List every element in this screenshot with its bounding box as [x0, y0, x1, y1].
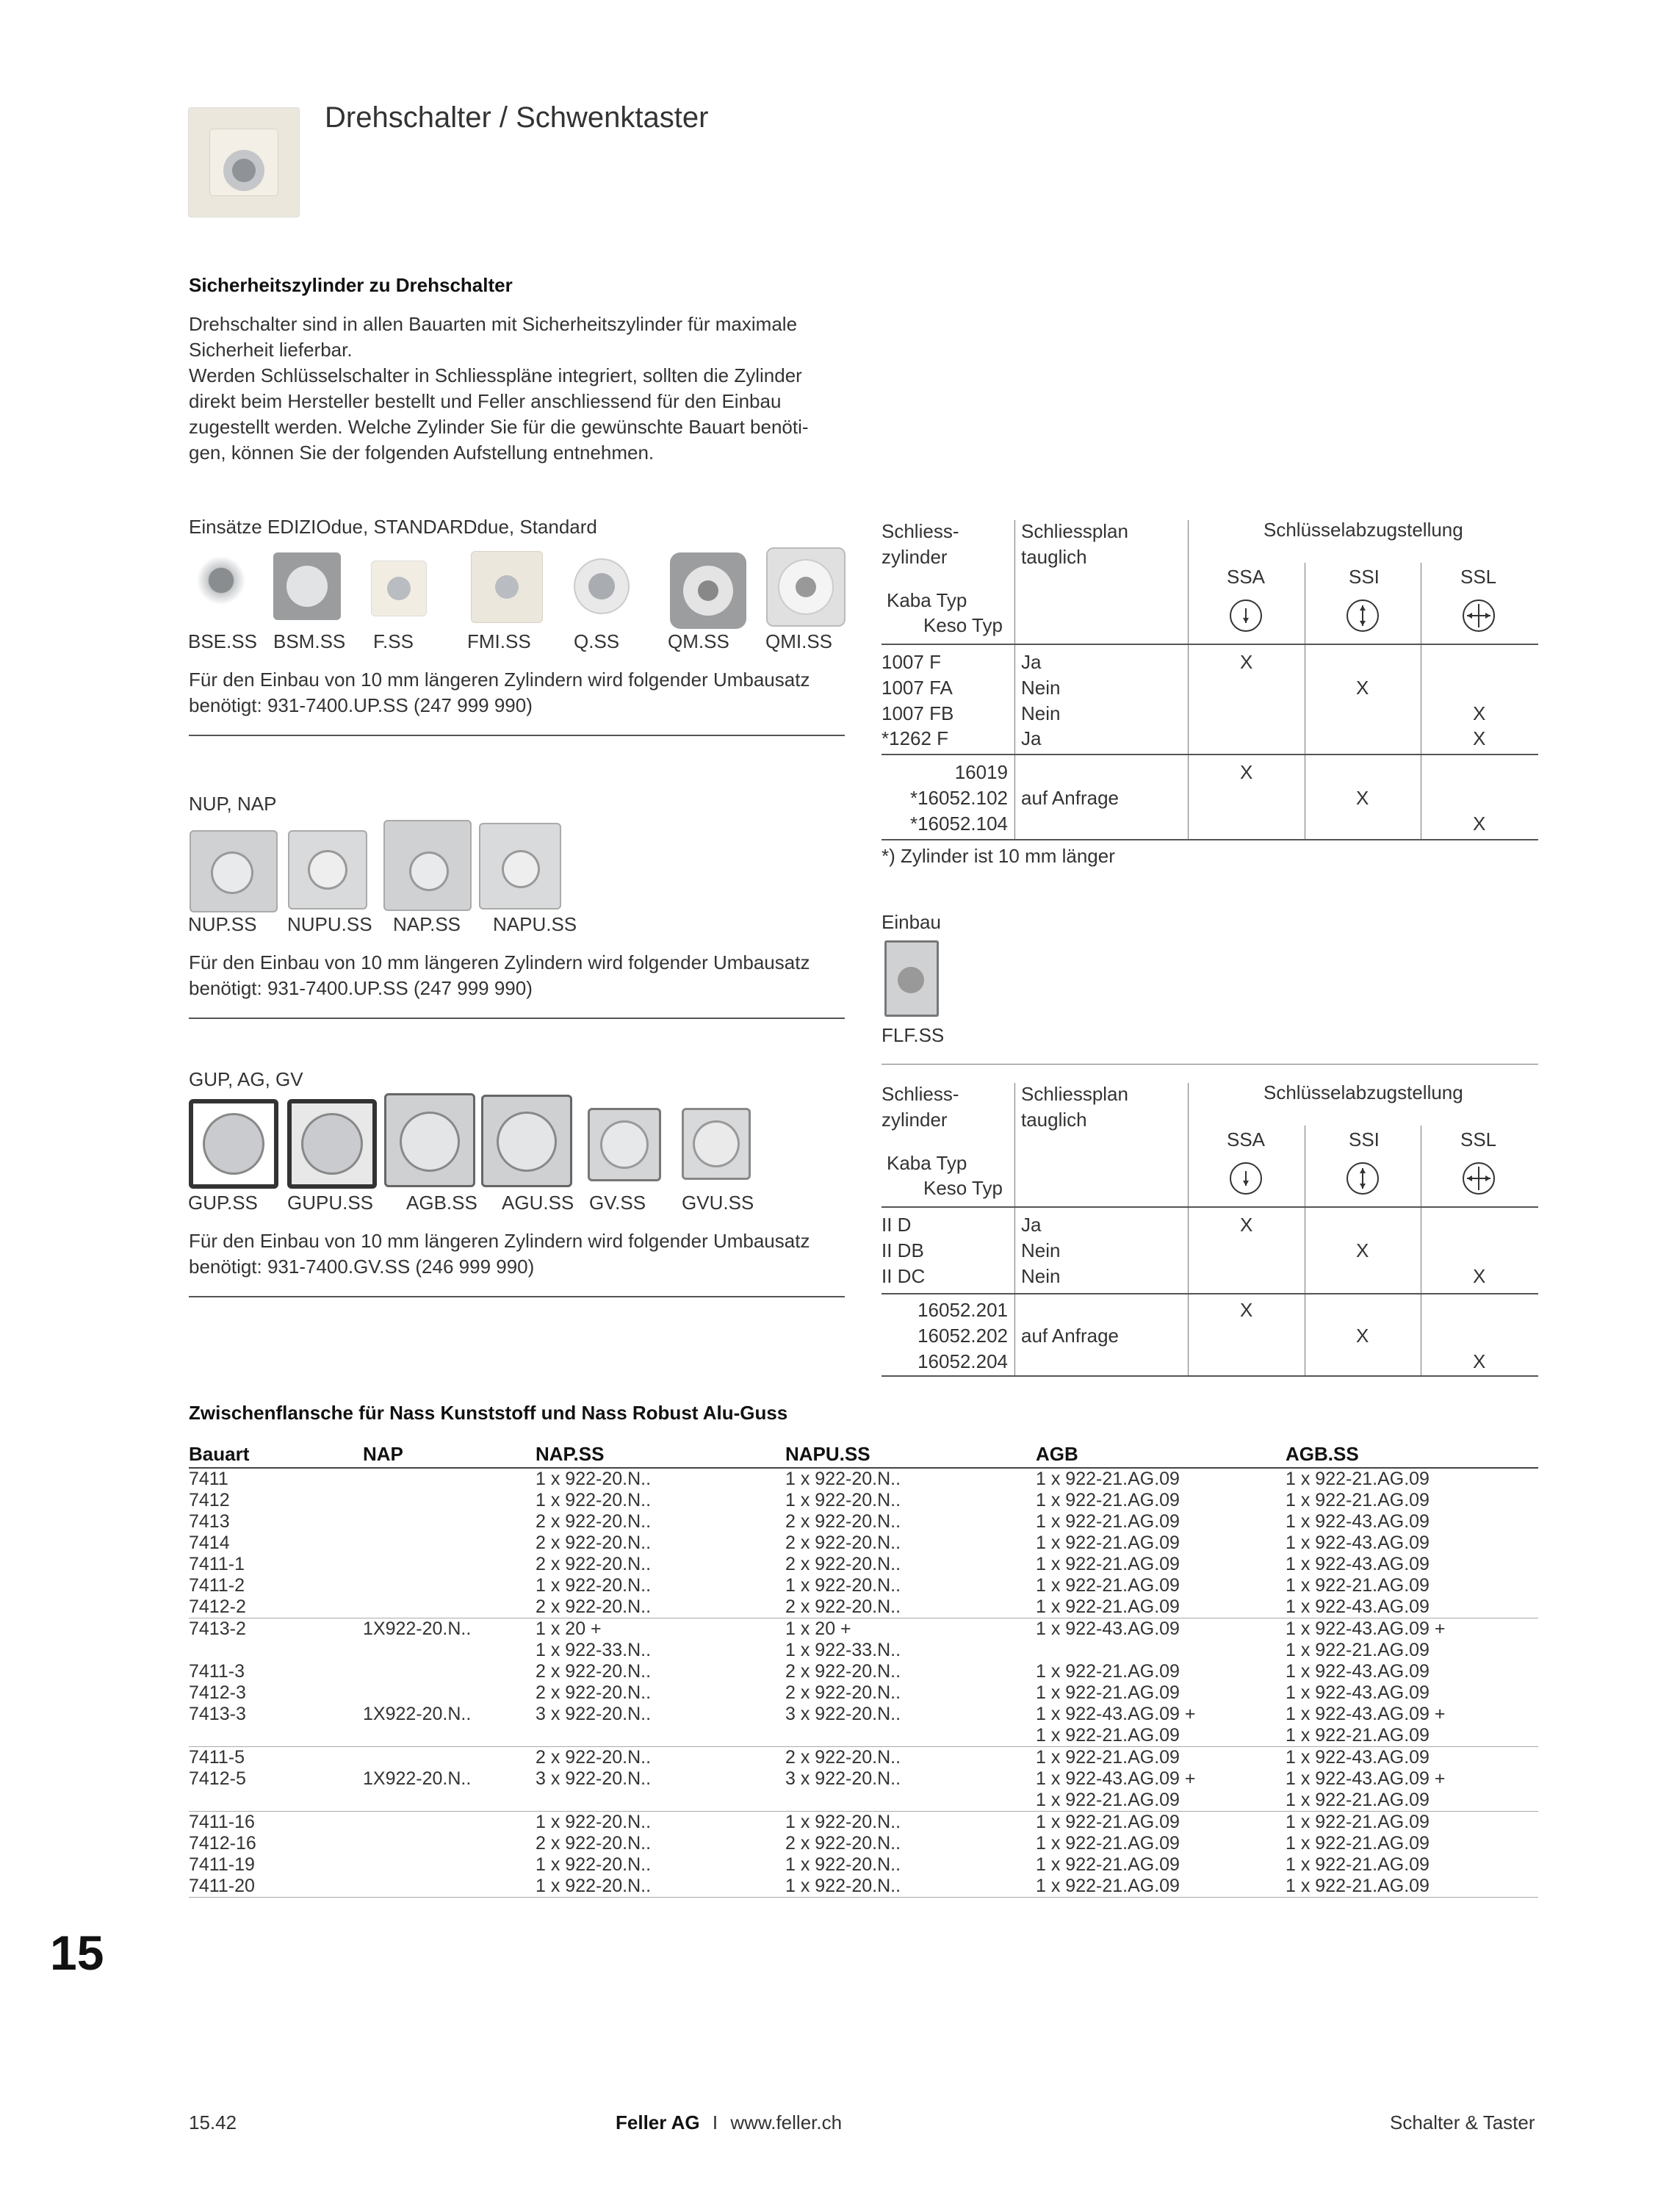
- product-photo: [481, 1095, 572, 1187]
- table-cell: 3 x 922-20.N..: [536, 1704, 785, 1747]
- table-cell: [363, 1596, 536, 1618]
- table-cell: 2 x 922-20.N..: [785, 1682, 901, 1703]
- product-label: FMI.SS: [467, 630, 531, 652]
- table-cell: 1 x 922-20.N..: [785, 1876, 1036, 1898]
- table-cell: 1 x 922-21.AG.09: [1036, 1596, 1286, 1618]
- table-cell: 7413: [189, 1511, 230, 1532]
- product-photo: [670, 552, 746, 629]
- product-label: AGU.SS: [502, 1192, 574, 1214]
- table-row: [189, 1596, 1538, 1618]
- table-cell: 1 x 922-20.N..: [536, 1469, 652, 1489]
- table-cell: 2 x 922-20.N..: [536, 1596, 785, 1618]
- table-cell: 7412-5: [189, 1768, 363, 1812]
- product-photo: [189, 1099, 278, 1189]
- table-cell: 1 x 922-43.AG.09: [1286, 1511, 1430, 1532]
- table-cell: 2 x 922-20.N..: [536, 1747, 652, 1768]
- table-cell: [363, 1812, 536, 1834]
- product-photo: [682, 1108, 751, 1180]
- intro-heading: Sicherheitszylinder zu Drehschalter: [189, 274, 513, 296]
- table-row: [189, 1833, 1538, 1854]
- table-cell: 7411-1: [189, 1554, 245, 1574]
- product-photo: [371, 561, 427, 616]
- table-cell: 1 x 922-43.AG.09: [1286, 1596, 1538, 1618]
- table-cell: [363, 1833, 536, 1854]
- table-cell: [363, 1876, 536, 1898]
- einbau-title: Einbau: [882, 911, 941, 933]
- table-cell: 1 x 922-20.N..: [536, 1575, 652, 1596]
- table-cell: 2 x 922-20.N..: [785, 1554, 901, 1574]
- product-photo-header: [188, 107, 300, 217]
- table-cell: 2 x 922-20.N..: [536, 1554, 652, 1574]
- product-photo: [190, 555, 253, 606]
- table-cell: 7412: [189, 1490, 230, 1510]
- table-cell: 7411-20: [189, 1876, 363, 1898]
- table-cell: 2 x 922-20.N..: [785, 1511, 901, 1532]
- table-cell: 1 x 922-20.N..: [785, 1575, 901, 1596]
- footnote: *) Zylinder ist 10 mm länger: [882, 845, 1115, 867]
- table-cell: 7411-2: [189, 1575, 245, 1596]
- table-cell: 7412-2: [189, 1596, 363, 1618]
- column-header: NAP: [363, 1443, 536, 1468]
- table-row: [189, 1554, 1538, 1575]
- table-row: [189, 1533, 1538, 1554]
- divider: [189, 1018, 845, 1019]
- table-cell: [363, 1490, 536, 1511]
- group-note: Für den Einbau von 10 mm längeren Zylindern wird folgender Umbausatz benötigt: 931-7400.UP.SS (247 999 990): [189, 951, 810, 999]
- table-cell: 1 x 922-21.AG.09: [1036, 1490, 1180, 1510]
- group-note: Für den Einbau von 10 mm längeren Zylindern wird folgender Umbausatz benötigt: 931-7400.UP.SS (247 999 990): [189, 669, 810, 716]
- table-cell: 1 x 922-20.N..: [785, 1490, 901, 1510]
- table-cell: [363, 1575, 536, 1596]
- table-cell: 7412-16: [189, 1833, 256, 1854]
- table-cell: 1 x 922-21.AG.09: [1036, 1833, 1180, 1854]
- table-cell: 1 x 20 + 1 x 922-33.N..: [536, 1618, 652, 1660]
- table-cell: 1 x 922-43.AG.09: [1286, 1682, 1430, 1703]
- table-cell: 1 x 922-43.AG.09: [1286, 1747, 1430, 1768]
- column-header: AGB.SS: [1286, 1443, 1538, 1468]
- column-header: Bauart: [189, 1443, 363, 1468]
- table-cell: 1 x 922-21.AG.09: [1036, 1661, 1180, 1682]
- table-cell: 1 x 922-43.AG.09: [1286, 1533, 1430, 1553]
- product-photo: [383, 820, 472, 911]
- table-cell: 7413-3: [189, 1704, 363, 1747]
- intro-text: Drehschalter sind in allen Bauarten mit Sicherheitszylinder für maximale Sicherheit lieferbar. Werden Schlüsselschalter in Schliesspläne integriert, sollten die Zylinder direkt beim Hersteller bestellt und Feller anschliessend für den Einbau zugestellt werden. Welche Zylinder Sie für die gewünschte Bauart benöti- gen, können Sie der folgenden Aufstellung entnehmen.: [189, 313, 809, 464]
- table-cell: 7412-3: [189, 1682, 246, 1703]
- table-cell: 1 x 922-20.N..: [785, 1469, 901, 1489]
- product-label: BSE.SS: [188, 630, 257, 652]
- product-label: AGB.SS: [406, 1192, 477, 1214]
- table-cell: 1 x 922-21.AG.09: [1036, 1575, 1180, 1596]
- table-cell: 1 x 922-21.AG.09: [1036, 1854, 1180, 1875]
- table-cell: 7414: [189, 1533, 230, 1553]
- table-cell: 1 x 922-21.AG.09: [1036, 1747, 1180, 1768]
- table-cell: 2 x 922-20.N..: [785, 1661, 901, 1682]
- table-cell: 1 x 922-43.AG.09: [1286, 1661, 1430, 1682]
- product-label: NUPU.SS: [287, 913, 372, 935]
- table-cell: 2 x 922-20.N..: [785, 1833, 901, 1854]
- table-cell: 1 x 922-21.AG.09: [1036, 1469, 1180, 1489]
- column-header: AGB: [1036, 1443, 1286, 1468]
- table-cell: 1 x 922-21.AG.09: [1286, 1833, 1430, 1854]
- table-cell: [363, 1468, 536, 1490]
- footer-url[interactable]: www.feller.ch: [730, 2111, 843, 2133]
- table-cell: [363, 1554, 536, 1575]
- table-cell: 2 x 922-20.N..: [785, 1533, 901, 1553]
- chapter-number: 15: [50, 1926, 104, 1980]
- product-photo: [574, 558, 630, 614]
- footer-section: Schalter & Taster: [1390, 2111, 1535, 2133]
- product-photo: [884, 940, 939, 1017]
- table-cell: 7413-2: [189, 1618, 246, 1639]
- table-row: [189, 1468, 1538, 1490]
- group-title: Einsätze EDIZIOdue, STANDARDdue, Standard: [189, 516, 597, 538]
- group-title: NUP, NAP: [189, 793, 277, 815]
- column-header: NAP.SS: [536, 1443, 785, 1468]
- table-cell: 7411: [189, 1469, 228, 1489]
- table-cell: 1 x 922-43.AG.09 + 1 x 922-21.AG.09: [1286, 1618, 1446, 1660]
- product-label: GVU.SS: [682, 1192, 754, 1214]
- product-photo: [479, 823, 561, 910]
- footer-page-number: 15.42: [189, 2111, 237, 2133]
- product-label: NAP.SS: [393, 913, 461, 935]
- table-cell: 1 x 922-43.AG.09 + 1 x 922-21.AG.09: [1286, 1768, 1538, 1812]
- table-cell: 7411-19: [189, 1854, 255, 1875]
- table-cell: [363, 1661, 536, 1682]
- table-row: [189, 1661, 1538, 1682]
- table-cell: 1 x 922-21.AG.09: [1286, 1490, 1430, 1510]
- ssa-symbol-icon: [1228, 1161, 1263, 1196]
- table-cell: 1 x 922-20.N..: [536, 1490, 652, 1510]
- table-cell: 1X922-20.N..: [363, 1704, 536, 1747]
- footer-company: Feller AG I www.feller.ch: [616, 2111, 843, 2133]
- product-photo: [273, 552, 341, 620]
- table-cell: 1 x 922-21.AG.09: [1286, 1575, 1430, 1596]
- table-cell: 1 x 922-21.AG.09: [1036, 1812, 1180, 1832]
- table-cell: [363, 1747, 536, 1769]
- table-cell: 1 x 922-21.AG.09: [1036, 1682, 1180, 1703]
- table-row: [189, 1511, 1538, 1533]
- table-cell: 2 x 922-20.N..: [785, 1747, 901, 1768]
- product-label: QMI.SS: [765, 630, 833, 652]
- table-cell: 1 x 922-20.N..: [536, 1812, 652, 1832]
- table-row: [189, 1812, 1538, 1834]
- ssl-symbol-icon: [1461, 1161, 1496, 1196]
- table-row: [189, 1854, 1538, 1876]
- product-photo: [588, 1108, 661, 1181]
- product-label: QM.SS: [668, 630, 729, 652]
- ssl-symbol-icon: [1461, 598, 1496, 633]
- product-photo: [287, 1099, 377, 1189]
- divider: [189, 1296, 845, 1297]
- table-cell: 3 x 922-20.N..: [785, 1768, 1036, 1812]
- table-row: [189, 1876, 1538, 1898]
- product-photo: [384, 1093, 475, 1187]
- table-cell: 2 x 922-20.N..: [785, 1596, 1036, 1618]
- product-label: FLF.SS: [882, 1024, 945, 1046]
- table-cell: [363, 1854, 536, 1876]
- table-cell: 3 x 922-20.N..: [536, 1768, 785, 1812]
- product-label: BSM.SS: [273, 630, 346, 652]
- page-title: Drehschalter / Schwenktaster: [325, 101, 709, 134]
- table-cell: 1 x 922-21.AG.09: [1286, 1469, 1430, 1489]
- table-cell: 1 x 922-43.AG.09 + 1 x 922-21.AG.09: [1036, 1704, 1286, 1747]
- product-photo: [288, 830, 367, 910]
- product-label: GUP.SS: [188, 1192, 258, 1214]
- product-label: F.SS: [373, 630, 414, 652]
- table-cell: 7411-5: [189, 1747, 245, 1768]
- table-cell: 2 x 922-20.N..: [536, 1511, 652, 1532]
- table-cell: 1 x 20 + 1 x 922-33.N..: [785, 1618, 901, 1660]
- table-cell: 1 x 922-43.AG.09: [1286, 1554, 1430, 1574]
- table-cell: 1 x 922-21.AG.09: [1286, 1812, 1430, 1832]
- product-label: NAPU.SS: [493, 913, 577, 935]
- table-cell: 1 x 922-21.AG.09: [1036, 1533, 1180, 1553]
- table-cell: 7411-3: [189, 1661, 245, 1682]
- table-cell: 1X922-20.N..: [363, 1618, 472, 1639]
- ssi-symbol-icon: [1345, 1161, 1380, 1196]
- product-photo: [471, 551, 543, 623]
- table-row: [189, 1682, 1538, 1704]
- table-row: [189, 1618, 1538, 1662]
- group-note: Für den Einbau von 10 mm längeren Zylindern wird folgender Umbausatz benötigt: 931-7400.GV.SS (246 999 990): [189, 1230, 810, 1278]
- table-cell: 1X922-20.N..: [363, 1768, 536, 1812]
- table-cell: [363, 1682, 536, 1704]
- table-cell: 1 x 922-21.AG.09: [1286, 1854, 1430, 1875]
- divider: [882, 1064, 1538, 1065]
- table-cell: 3 x 922-20.N..: [785, 1704, 1036, 1747]
- table-row: [189, 1768, 1538, 1812]
- table-cell: 1 x 922-21.AG.09: [1286, 1876, 1538, 1898]
- table-cell: 7411-16: [189, 1812, 255, 1832]
- table-cell: 1 x 922-43.AG.09 + 1 x 922-21.AG.09: [1036, 1768, 1286, 1812]
- product-label: Q.SS: [574, 630, 620, 652]
- flange-table: [189, 1443, 1538, 1898]
- table-cell: 1 x 922-20.N..: [536, 1876, 785, 1898]
- column-header: NAPU.SS: [785, 1443, 1036, 1468]
- product-label: GV.SS: [589, 1192, 646, 1214]
- table-cell: 1 x 922-20.N..: [785, 1854, 901, 1875]
- table-cell: 1 x 922-43.AG.09: [1036, 1618, 1180, 1639]
- product-photo: [190, 830, 278, 912]
- table-row: [189, 1704, 1538, 1747]
- table-row: [189, 1575, 1538, 1596]
- table-cell: 1 x 922-43.AG.09 + 1 x 922-21.AG.09: [1286, 1704, 1538, 1747]
- product-label: NUP.SS: [188, 913, 257, 935]
- table-cell: 2 x 922-20.N..: [536, 1533, 652, 1553]
- table-cell: 1 x 922-21.AG.09: [1036, 1511, 1180, 1532]
- table-cell: 1 x 922-20.N..: [785, 1812, 901, 1832]
- table-cell: [363, 1533, 536, 1554]
- table-cell: 1 x 922-21.AG.09: [1036, 1554, 1180, 1574]
- flange-heading: Zwischenflansche für Nass Kunststoff und Nass Robust Alu-Guss: [189, 1402, 788, 1424]
- table-cell: 2 x 922-20.N..: [536, 1661, 652, 1682]
- table-cell: 1 x 922-21.AG.09: [1036, 1876, 1286, 1898]
- table-cell: 2 x 922-20.N..: [536, 1682, 652, 1703]
- divider: [189, 735, 845, 736]
- table-cell: 2 x 922-20.N..: [536, 1833, 652, 1854]
- ssa-symbol-icon: [1228, 598, 1263, 633]
- table-cell: [363, 1511, 536, 1533]
- table-row: [189, 1747, 1538, 1769]
- group-title: GUP, AG, GV: [189, 1068, 303, 1090]
- ssi-symbol-icon: [1345, 598, 1380, 633]
- table-row: [189, 1490, 1538, 1511]
- table-cell: 1 x 922-20.N..: [536, 1854, 652, 1875]
- product-label: GUPU.SS: [287, 1192, 374, 1214]
- product-photo: [766, 547, 846, 627]
